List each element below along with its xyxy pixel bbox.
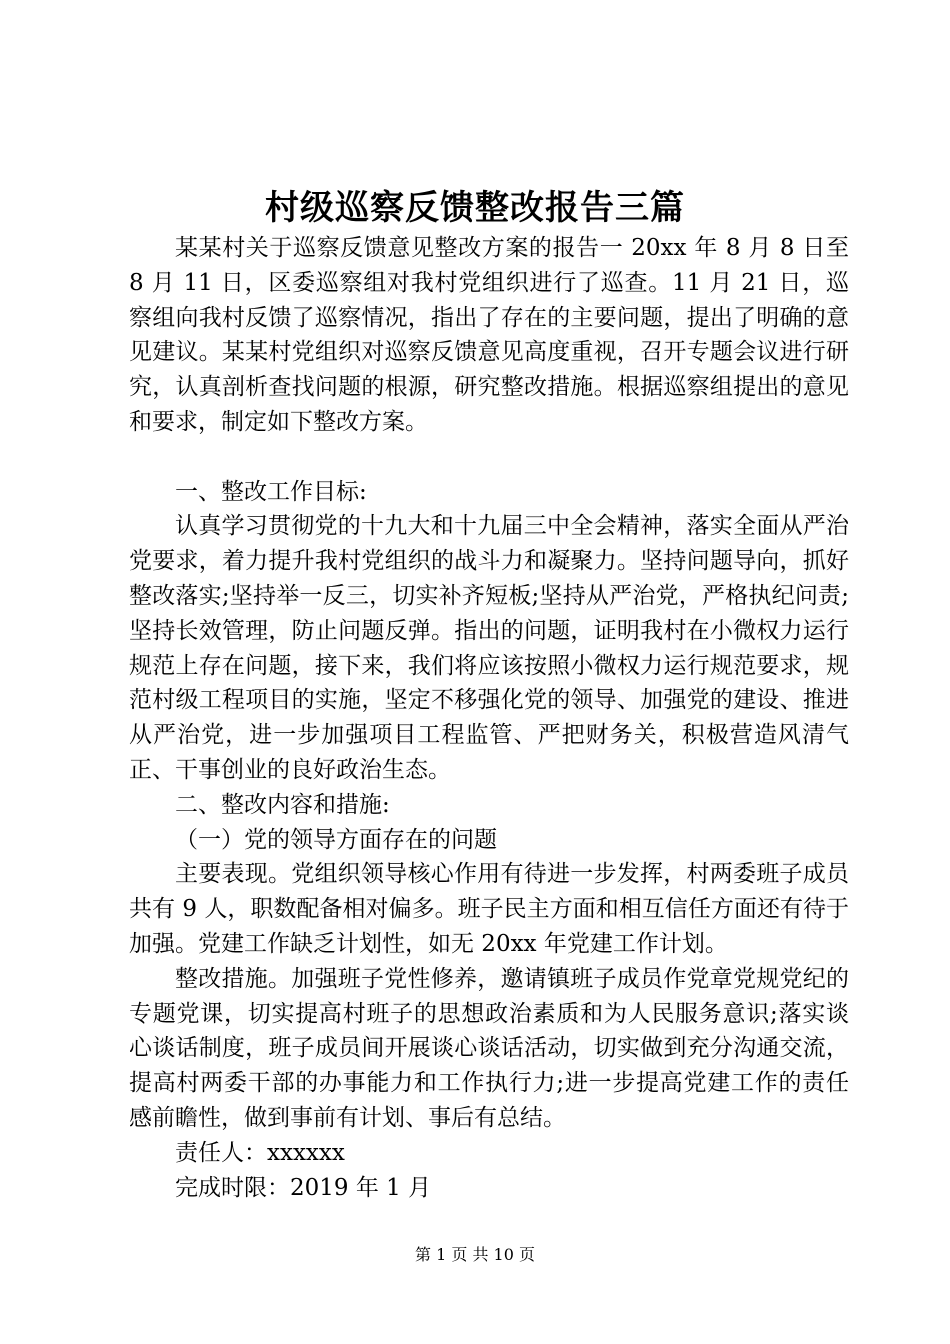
responsible-person: 责任人：xxxxxx bbox=[175, 1139, 345, 1166]
blank-line bbox=[129, 440, 849, 475]
paragraph-issues: 主要表现。党组织领导核心作用有待进一步发挥，村两委班子成员共有 9 人，职数配备相对偏多。班子民主方面和相互信任方面还有待于加强。党建工作缺乏计划性，如无 20xx 年党建工作计划。 bbox=[129, 861, 849, 957]
paragraph-rectification: 整改措施。加强班子党性修养，邀请镇班子成员作党章党规党纪的专题党课，切实提高村班子的思想政治素质和为人民服务意识;落实谈心谈话制度，班子成员间开展谈心谈话活动，切实做到充分沟通交流，提高村两委干部的办事能力和工作执行力;进一步提高党建工作的责任感前瞻性，做到事前有计划、事后有总结。 bbox=[129, 965, 849, 1131]
deadline: 完成时限：2019 年 1 月 bbox=[175, 1174, 432, 1201]
paragraph-intro: 某某村关于巡察反馈意见整改方案的报告一 20xx 年 8 月 8 日至 8 月 11 日，区委巡察组对我村党组织进行了巡查。11 月 21 日，巡察组向我村反馈了巡察情况，指出了存在的主要问题，提出了明确的意见建议。某某村党组织对巡察反馈意见高度重视，召开专题会议进行研究，认真剖析查找问题的根源，研究整改措施。根据巡察组提出的意见和要求，制定如下整改方案。 bbox=[129, 235, 849, 435]
document-title: 村级巡察反馈整改报告三篇 bbox=[265, 188, 685, 228]
heading-goals: 一、整改工作目标: bbox=[175, 478, 367, 505]
subheading-leadership: （一）党的领导方面存在的问题 bbox=[175, 826, 497, 853]
heading-measures: 二、整改内容和措施: bbox=[175, 791, 390, 818]
page-number-footer: 第 1 页 共 10 页 bbox=[415, 1245, 535, 1264]
paragraph-goals: 认真学习贯彻党的十九大和十九届三中全会精神，落实全面从严治党要求，着力提升我村党组织的战斗力和凝聚力。坚持问题导向，抓好整改落实;坚持举一反三，切实补齐短板;坚持从严治党，严格执纪问责;坚持长效管理，防止问题反弹。指出的问题，证明我村在小微权力运行规范上存在问题，接下来，我们将应该按照小微权力运行规范要求，规范村级工程项目的实施，坚定不移强化党的领导、加强党的建设、推进从严治党，进一步加强项目工程监管、严把财务关，积极营造风清气正、干事创业的良好政治生态。 bbox=[129, 513, 849, 783]
document-body bbox=[129, 231, 849, 1205]
